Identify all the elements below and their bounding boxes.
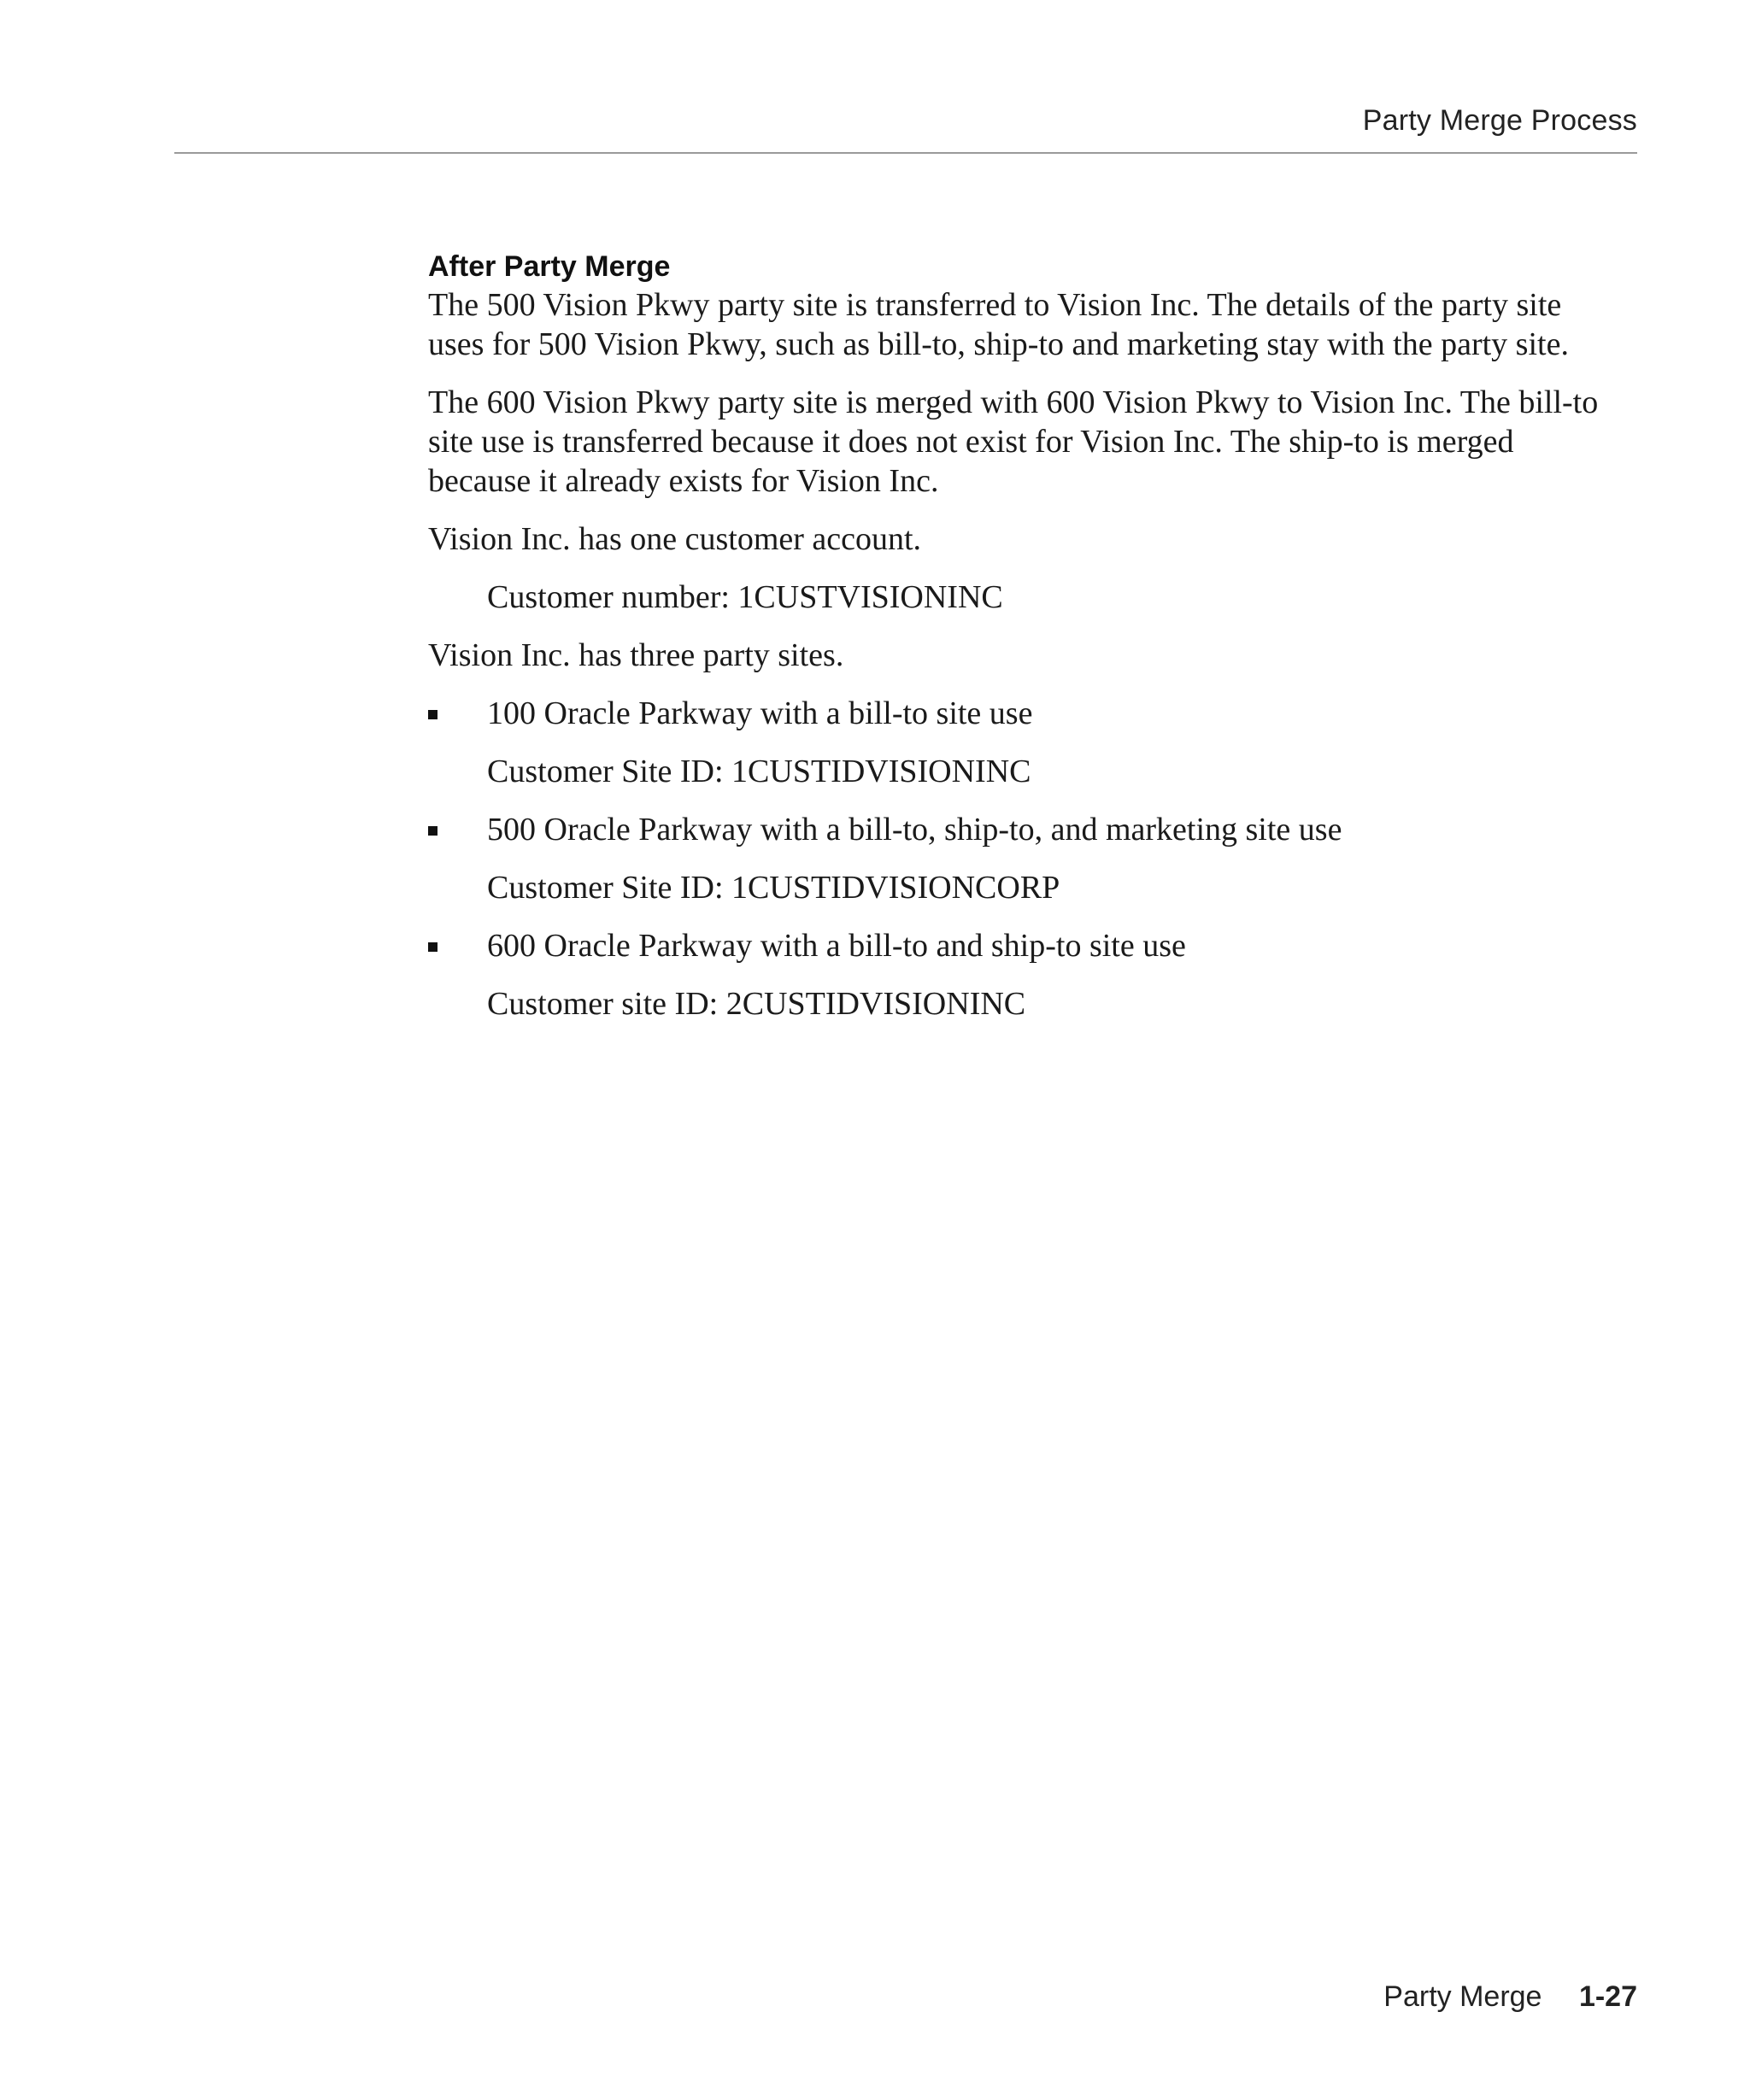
running-footer (1383, 1980, 1637, 2014)
list-item (428, 694, 1624, 791)
customer-number: Customer number: 1CUSTVISIONINC (487, 579, 1003, 615)
paragraph: Vision Inc. has one customer account. (428, 521, 922, 557)
header-divider (174, 152, 1637, 154)
footer-chapter-title: Party Merge (1383, 1980, 1542, 2013)
site-id: Customer Site ID: 1CUSTIDVISIONINC (487, 754, 1031, 789)
site-description: 600 Oracle Parkway with a bill-to and ship-to site use (487, 928, 1186, 964)
sites-intro: Vision Inc. has three party sites. (428, 637, 844, 673)
paragraph: The 600 Vision Pkwy party site is merged with 600 Vision Pkwy to Vision Inc. The bill-to site use is transferred because it does not exist for Vision Inc. The ship-to is merged because it already exists for Vision Inc. (428, 384, 1599, 499)
bullet-icon (428, 826, 438, 836)
site-description: 500 Oracle Parkway with a bill-to, ship-to, and marketing site use (487, 812, 1342, 848)
paragraph: The 500 Vision Pkwy party site is transferred to Vision Inc. The details of the party site uses for 500 Vision Pkwy, such as bill-to, ship-to and marketing stay with the party site. (428, 287, 1569, 362)
section-heading: After Party Merge (428, 250, 671, 283)
site-list (428, 694, 1624, 1024)
bullet-icon (428, 710, 438, 719)
list-item (428, 926, 1624, 1024)
page-number: 1-27 (1578, 1980, 1637, 2013)
main-content (428, 248, 1624, 1042)
bullet-icon (428, 942, 438, 952)
site-description: 100 Oracle Parkway with a bill-to site use (487, 695, 1033, 731)
list-item (428, 810, 1624, 907)
running-header: Party Merge Process (1362, 104, 1637, 137)
site-id: Customer site ID: 2CUSTIDVISIONINC (487, 986, 1026, 1022)
site-id: Customer Site ID: 1CUSTIDVISIONCORP (487, 870, 1060, 906)
